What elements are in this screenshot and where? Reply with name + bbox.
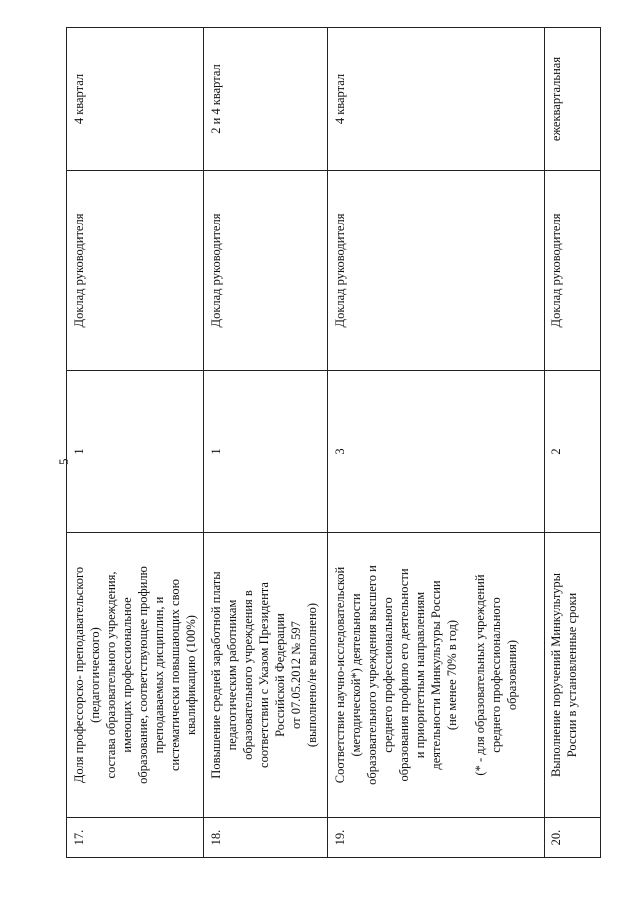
row-number: 17. [67,818,204,858]
reporting-method: Доклад руководителя [67,171,204,371]
indicator-line: (не менее 70% в год) [445,619,459,731]
score-value: 1 [204,371,328,533]
indicator-line: и приоритетным направлениям [413,591,427,759]
indicator-line: образовательного учреждения высшего и [365,565,379,785]
indicator-line: образовательного учреждения в [241,590,255,760]
footnote-line: (* - для образовательных учреждений [473,574,487,776]
indicator-line: Соответствие научно-исследовательской [333,566,347,784]
criteria-table [66,27,601,858]
row-number: 20. [545,818,601,858]
table-row [545,28,601,858]
indicator-text [545,533,601,818]
table-row [328,28,545,858]
footnote-line: среднего профессионального [489,597,503,753]
reporting-method: Доклад руководителя [545,171,601,371]
reporting-period: 4 квартал [328,28,545,171]
indicator-line: образование, соответствующее профилю [136,566,150,784]
reporting-method: Доклад руководителя [328,171,545,371]
table-row [67,28,204,858]
score-value: 3 [328,371,545,533]
indicator-line: педагогическим работникам [225,599,239,751]
indicator-line: среднего профессионального [381,597,395,753]
indicator-line: от 07.05.2012 № 597 [289,621,303,729]
indicator-line: преподаваемых дисциплин, и [152,596,166,754]
indicator-line: состава образовательного учреждения, [104,571,118,779]
reporting-period: 2 и 4 квартал [204,28,328,171]
reporting-method: Доклад руководителя [204,171,328,371]
reporting-period: ежеквартальная [545,28,601,171]
indicator-line: систематически повышающих свою [168,579,182,771]
footnote [472,539,520,811]
footnote-line: образования) [505,639,519,711]
score-value: 2 [545,371,601,533]
indicator-text [67,533,204,818]
indicator-text [204,533,328,818]
reporting-period: 4 квартал [67,28,204,171]
indicator-line: Выполнение поручений Минкультуры [549,572,563,778]
indicator-line: (методической*) деятельности [349,593,363,757]
indicator-line: (педагогического) [88,627,102,723]
indicator-line: России в установленные сроки [565,592,579,758]
indicator-line: деятельности Минкультуры России [429,580,443,770]
row-number: 19. [328,818,545,858]
page-number: 5 [56,458,71,465]
indicator-line: Доля профессорско- преподавательского [72,566,86,784]
indicator-line: образования профилю его деятельности [397,568,411,782]
indicator-line: квалификацию (100%) [184,615,198,735]
indicator-line: имеющих профессиональное [120,597,134,753]
indicator-text [328,533,545,818]
score-value: 1 [67,371,204,533]
indicator-line: Повышение средней заработной платы [209,571,223,779]
table-row [204,28,328,858]
indicator-line: соответствии с Указом Президента [257,582,271,768]
indicator-line: (выполнено/не выполнено) [305,602,319,748]
row-number: 18. [204,818,328,858]
indicator-line: Российской Федерации [273,613,287,737]
